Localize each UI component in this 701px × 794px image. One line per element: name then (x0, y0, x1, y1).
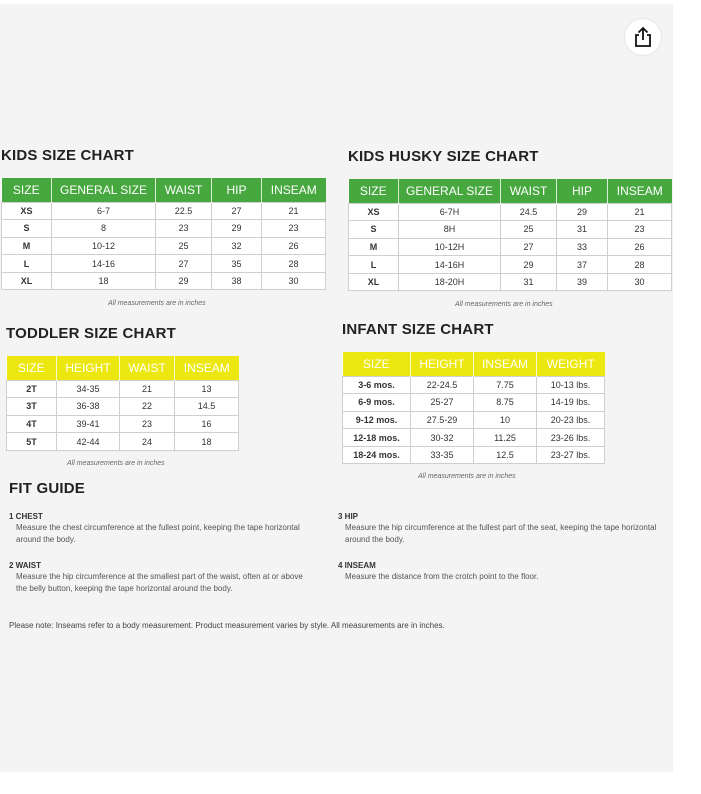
table-cell: XS (2, 202, 52, 220)
table-cell: 22 (120, 398, 175, 416)
table-cell: XL (2, 272, 52, 290)
fit-guide-inseam-heading: 4 INSEAM (338, 561, 376, 570)
table-cell: 23 (120, 415, 175, 433)
column-header: GENERAL SIZE (399, 179, 501, 203)
column-header: INSEAM (175, 356, 239, 380)
table-cell: 42-44 (57, 433, 120, 451)
table-cell: 12.5 (474, 446, 537, 464)
table-cell: 25 (501, 221, 557, 239)
table-cell: 36-38 (57, 398, 120, 416)
table-header-row (343, 352, 605, 376)
table-row (349, 221, 672, 239)
table-cell: XS (349, 203, 399, 221)
table-cell: 12-18 mos. (343, 429, 411, 447)
table-row (2, 272, 326, 290)
table-cell: 21 (608, 203, 672, 221)
table-cell: 4T (7, 415, 57, 433)
table-cell: 21 (262, 202, 326, 220)
table-cell: 25-27 (411, 394, 474, 412)
table-cell: 21 (120, 380, 175, 398)
fit-guide-chest-heading: 1 CHEST (9, 512, 43, 521)
table-row (7, 433, 239, 451)
table-cell: 32 (212, 237, 262, 255)
table-cell: L (2, 255, 52, 273)
table-cell: 29 (156, 272, 212, 290)
column-header: SIZE (2, 178, 52, 202)
table-cell: 25 (156, 237, 212, 255)
table-cell: 9-12 mos. (343, 411, 411, 429)
table-cell: 27 (156, 255, 212, 273)
kids-size-table (1, 178, 326, 290)
table-cell: 33-35 (411, 446, 474, 464)
column-header: HIP (212, 178, 262, 202)
table-row (7, 380, 239, 398)
table-cell: 35 (212, 255, 262, 273)
column-header: WAIST (120, 356, 175, 380)
table-cell: 6-9 mos. (343, 394, 411, 412)
table-cell: 3T (7, 398, 57, 416)
column-header: INSEAM (474, 352, 537, 376)
table-cell: 7.75 (474, 376, 537, 394)
table-cell: S (349, 221, 399, 239)
table-cell: 28 (262, 255, 326, 273)
table-cell: S (2, 220, 52, 238)
table-cell: 8 (52, 220, 156, 238)
table-cell: 27 (501, 238, 557, 256)
table-cell: 13 (175, 380, 239, 398)
column-header: SIZE (349, 179, 399, 203)
table-cell: 37 (557, 256, 608, 274)
infant-measurement-note: All measurements are in inches (418, 473, 516, 480)
fit-guide-chest-text: Measure the chest circumference at the fullest point, keeping the tape horizontal around the body. (16, 523, 300, 544)
table-row (343, 429, 605, 447)
table-row (343, 394, 605, 412)
table-cell: 10-12H (399, 238, 501, 256)
table-header-row (349, 179, 672, 203)
column-header: HEIGHT (411, 352, 474, 376)
table-cell: 8.75 (474, 394, 537, 412)
table-row (343, 376, 605, 394)
fit-guide-hip-text: Measure the hip circumference at the fullest part of the seat, keeping the tape horizontal around the body. (345, 523, 657, 544)
column-header: WAIST (501, 179, 557, 203)
table-row (7, 415, 239, 433)
table-row (349, 203, 672, 221)
fit-guide-hip-heading: 3 HIP (338, 512, 359, 521)
table-cell: L (349, 256, 399, 274)
table-cell: 6-7H (399, 203, 501, 221)
table-cell: 14.5 (175, 398, 239, 416)
table-cell: 28 (608, 256, 672, 274)
table-row (343, 446, 605, 464)
column-header: INSEAM (608, 179, 672, 203)
fit-guide-title: FIT GUIDE (9, 480, 85, 497)
table-cell: 34-35 (57, 380, 120, 398)
toddler-chart-title: TODDLER SIZE CHART (6, 325, 176, 342)
table-row (2, 220, 326, 238)
table-cell: 38 (212, 272, 262, 290)
table-cell: 8H (399, 221, 501, 239)
table-cell: 16 (175, 415, 239, 433)
share-button[interactable] (625, 19, 661, 55)
kids-measurement-note: All measurements are in inches (108, 300, 206, 307)
table-cell: 30-32 (411, 429, 474, 447)
table-row (349, 238, 672, 256)
toddler-measurement-note: All measurements are in inches (67, 460, 165, 467)
table-cell: 23 (156, 220, 212, 238)
table-cell: 39 (557, 273, 608, 291)
table-cell: 23-27 lbs. (537, 446, 605, 464)
table-cell: 27 (212, 202, 262, 220)
table-cell: 31 (501, 273, 557, 291)
toddler-size-table (6, 356, 239, 451)
table-row (2, 202, 326, 220)
table-cell: 23-26 lbs. (537, 429, 605, 447)
table-cell: 18-24 mos. (343, 446, 411, 464)
table-cell: 20-23 lbs. (537, 411, 605, 429)
table-row (7, 398, 239, 416)
husky-size-table (348, 179, 672, 291)
table-cell: 29 (501, 256, 557, 274)
table-cell: 22-24.5 (411, 376, 474, 394)
table-cell: M (349, 238, 399, 256)
column-header: GENERAL SIZE (52, 178, 156, 202)
table-cell: 30 (608, 273, 672, 291)
table-cell: 18 (52, 272, 156, 290)
table-header-row (2, 178, 326, 202)
share-icon (633, 26, 653, 48)
please-note-text: Please note: Inseams refer to a body measurement. Product measurement varies by style. All measurements are in inches. (9, 621, 445, 630)
table-cell: 23 (262, 220, 326, 238)
table-cell: 6-7 (52, 202, 156, 220)
table-row (2, 237, 326, 255)
table-cell: 27.5-29 (411, 411, 474, 429)
table-row (343, 411, 605, 429)
column-header: HEIGHT (57, 356, 120, 380)
table-cell: 29 (557, 203, 608, 221)
fit-guide-inseam-text: Measure the distance from the crotch point to the floor. (345, 572, 539, 581)
table-cell: M (2, 237, 52, 255)
table-cell: 29 (212, 220, 262, 238)
table-cell: 18-20H (399, 273, 501, 291)
fit-guide-waist-text: Measure the hip circumference at the smallest part of the waist, often at or above the belly button, keeping the tape horizontal around the body. (16, 572, 303, 593)
husky-measurement-note: All measurements are in inches (455, 301, 553, 308)
product-image-panel (0, 4, 673, 772)
table-cell: 26 (608, 238, 672, 256)
table-cell: 10 (474, 411, 537, 429)
table-cell: 30 (262, 272, 326, 290)
column-header: HIP (557, 179, 608, 203)
table-cell: 33 (557, 238, 608, 256)
table-cell: 14-19 lbs. (537, 394, 605, 412)
table-cell: 39-41 (57, 415, 120, 433)
table-cell: 24 (120, 433, 175, 451)
husky-chart-title: KIDS HUSKY SIZE CHART (348, 148, 539, 165)
table-cell: 18 (175, 433, 239, 451)
table-header-row (7, 356, 239, 380)
table-cell: 11.25 (474, 429, 537, 447)
column-header: WAIST (156, 178, 212, 202)
table-row (2, 255, 326, 273)
table-cell: 14-16H (399, 256, 501, 274)
infant-size-table (342, 352, 605, 464)
table-cell: XL (349, 273, 399, 291)
table-cell: 10-13 lbs. (537, 376, 605, 394)
infant-chart-title: INFANT SIZE CHART (342, 321, 494, 338)
table-row (349, 273, 672, 291)
table-cell: 26 (262, 237, 326, 255)
column-header: SIZE (7, 356, 57, 380)
table-cell: 24.5 (501, 203, 557, 221)
column-header: WEIGHT (537, 352, 605, 376)
table-cell: 5T (7, 433, 57, 451)
column-header: SIZE (343, 352, 411, 376)
table-cell: 14-16 (52, 255, 156, 273)
kids-chart-title: KIDS SIZE CHART (1, 147, 135, 164)
column-header: INSEAM (262, 178, 326, 202)
fit-guide-waist-heading: 2 WAIST (9, 561, 42, 570)
table-cell: 31 (557, 221, 608, 239)
table-cell: 2T (7, 380, 57, 398)
table-row (349, 256, 672, 274)
table-cell: 23 (608, 221, 672, 239)
table-cell: 3-6 mos. (343, 376, 411, 394)
table-cell: 10-12 (52, 237, 156, 255)
table-cell: 22.5 (156, 202, 212, 220)
